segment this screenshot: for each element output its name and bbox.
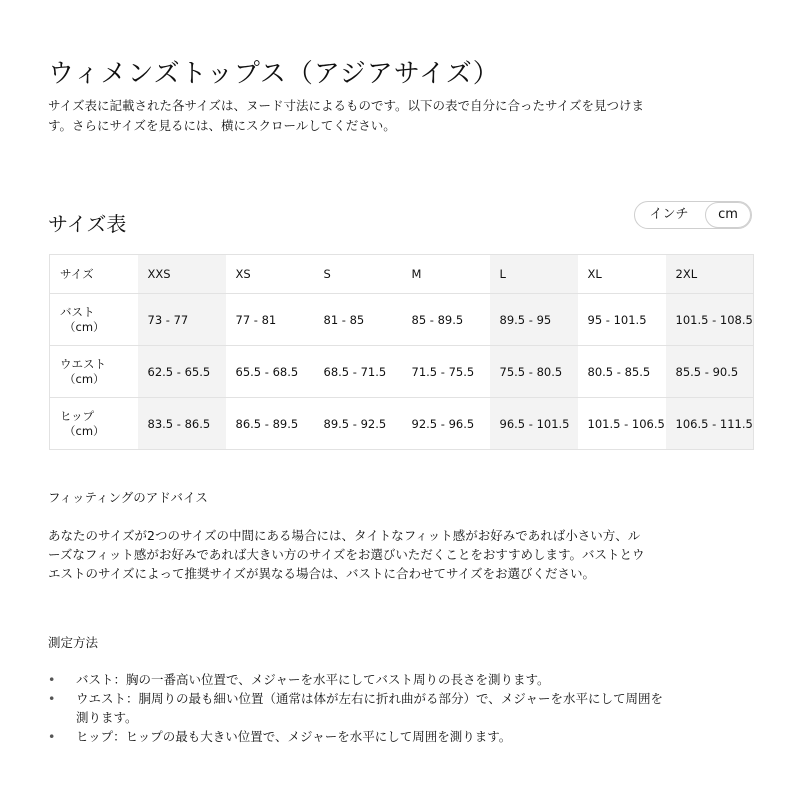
table-cell: 85.5 - 90.5	[666, 346, 754, 398]
table-cell: 96.5 - 101.5	[490, 398, 578, 450]
size-header-xl: XL	[578, 255, 666, 294]
table-cell: 89.5 - 92.5	[314, 398, 402, 450]
table-cell: 65.5 - 68.5	[226, 346, 314, 398]
unit-cm-button[interactable]: cm	[705, 202, 751, 228]
size-header-s: S	[314, 255, 402, 294]
table-cell: 85 - 89.5	[402, 294, 490, 346]
table-cell: 95 - 101.5	[578, 294, 666, 346]
table-cell: 80.5 - 85.5	[578, 346, 666, 398]
table-cell: 68.5 - 71.5	[314, 346, 402, 398]
table-cell: 62.5 - 65.5	[138, 346, 226, 398]
table-cell: 101.5 - 108.5	[666, 294, 754, 346]
row-unit: （cm）	[64, 319, 105, 334]
fitting-advice-title: フィッティングのアドバイス	[48, 490, 208, 505]
row-header-bust	[50, 294, 138, 346]
list-item-text: ヒップ：ヒップの最も大きい位置で、メジャーを水平にして周囲を測ります。	[76, 729, 512, 744]
table-cell: 75.5 - 80.5	[490, 346, 578, 398]
table-cell: 83.5 - 86.5	[138, 398, 226, 450]
header-size-label: サイズ	[50, 255, 138, 294]
fitting-advice-text: あなたのサイズが2つのサイズの中間にある場合には、タイトなフィット感がお好みであれば小さい方、ルーズなフィット感がお好みであれば大きい方のサイズをお選びいただくことをおすすめします。バストとウエストのサイズによって推奨サイズが異なる場合は、バストに合わせてサイズをお選びください。	[48, 528, 645, 581]
page-title: ウィメンズトップス（アジアサイズ）	[48, 59, 500, 90]
measurement-title: 測定方法	[48, 635, 99, 650]
size-table	[49, 254, 754, 450]
intro-text: サイズ表に記載された各サイズは、ヌード寸法によるものです。以下の表で自分に合ったサイズを見つけます。さらにサイズを見るには、横にスクロールしてください。	[48, 98, 645, 133]
size-chart-title: サイズ表	[48, 212, 127, 236]
row-header-hip	[50, 398, 138, 450]
row-label: バスト	[60, 304, 95, 319]
list-item-text: バスト：胸の一番高い位置で、メジャーを水平にしてバスト周りの長さを測ります。	[76, 672, 550, 687]
bullet-icon: •	[48, 691, 56, 706]
table-row	[50, 346, 754, 398]
list-item	[48, 727, 668, 746]
list-item	[48, 670, 668, 689]
table-cell: 92.5 - 96.5	[402, 398, 490, 450]
size-header-l: L	[490, 255, 578, 294]
table-cell: 81 - 85	[314, 294, 402, 346]
table-cell: 73 - 77	[138, 294, 226, 346]
table-cell: 86.5 - 89.5	[226, 398, 314, 450]
table-cell: 71.5 - 75.5	[402, 346, 490, 398]
unit-toggle	[634, 201, 752, 229]
row-label: ウエスト	[60, 356, 106, 371]
table-cell: 101.5 - 106.5	[578, 398, 666, 450]
unit-inch-button[interactable]: インチ	[649, 207, 689, 222]
row-unit: （cm）	[64, 371, 105, 386]
size-header-xs: XS	[226, 255, 314, 294]
table-row	[50, 294, 754, 346]
table-cell: 77 - 81	[226, 294, 314, 346]
table-header-row	[50, 255, 754, 294]
size-header-2xl: 2XL	[666, 255, 754, 294]
table-row	[50, 398, 754, 450]
list-item	[48, 689, 668, 727]
row-header-waist	[50, 346, 138, 398]
bullet-icon: •	[48, 672, 56, 687]
table-cell: 89.5 - 95	[490, 294, 578, 346]
size-header-m: M	[402, 255, 490, 294]
row-unit: （cm）	[64, 423, 105, 438]
bullet-icon: •	[48, 729, 56, 744]
size-header-xxs: XXS	[138, 255, 226, 294]
list-item-text: ウエスト：胴周りの最も細い位置（通常は体が左右に折れ曲がる部分）で、メジャーを水平にして周囲を測ります。	[76, 691, 664, 725]
row-label: ヒップ	[60, 408, 95, 423]
table-cell: 106.5 - 111.5	[666, 398, 754, 450]
measurement-list	[48, 670, 668, 746]
